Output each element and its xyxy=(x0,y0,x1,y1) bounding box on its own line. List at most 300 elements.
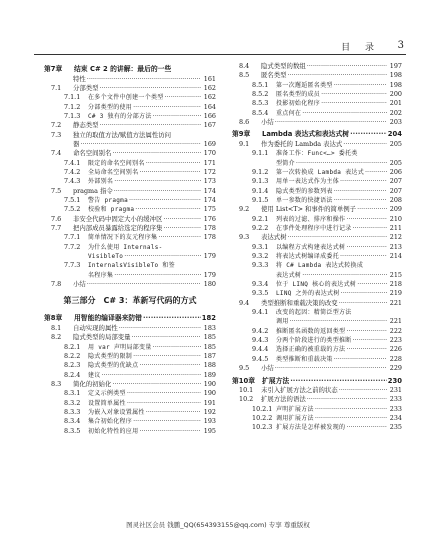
entry-title: 改变的起因：精简泛型方法 xyxy=(276,309,352,317)
toc-entry-sub[interactable] xyxy=(44,233,216,242)
entry-title: 推断匿名函数的返回类型 xyxy=(276,327,346,335)
entry-page-number: 206 xyxy=(389,167,402,176)
entry-page-number: 219 xyxy=(389,289,402,298)
entry-title: 结束 C# 2 的讲解：最后的一些 xyxy=(74,65,172,73)
dot-leader xyxy=(334,355,387,364)
toc-entry-sec[interactable] xyxy=(232,364,402,373)
toc-entry-sub[interactable] xyxy=(232,224,402,233)
toc-entry-sec[interactable] xyxy=(44,215,216,224)
entry-page-number: 164 xyxy=(203,102,216,111)
entry-number: 8.3.4 xyxy=(64,417,81,426)
entry-number: 7.7.2 xyxy=(64,242,81,251)
entry-number: 9.1.1 xyxy=(252,149,269,158)
entry-page-number: 190 xyxy=(203,379,216,388)
entry-number: 9.3.2 xyxy=(252,252,269,261)
entry-number: 8.3 xyxy=(51,379,62,388)
toc-entry-sub[interactable] xyxy=(44,361,216,370)
entry-title: 调用扩展方法 xyxy=(276,415,314,423)
entry-page-number: 215 xyxy=(389,270,402,279)
entry-number: 10.2.2 xyxy=(252,414,273,423)
entry-number: 9.4.1 xyxy=(252,308,269,317)
toc-entry-sub[interactable] xyxy=(232,308,402,317)
entry-number: 9.3.5 xyxy=(252,289,269,298)
toc-entry-sec[interactable] xyxy=(232,386,402,395)
entry-page-number: 179 xyxy=(203,270,216,279)
toc-entry-sec[interactable] xyxy=(44,333,216,342)
entry-page-number: 204 xyxy=(387,130,402,139)
entry-number: 8.4 xyxy=(239,62,250,70)
dot-leader xyxy=(340,252,387,261)
dot-leader xyxy=(87,280,201,289)
entry-number: 7.1 xyxy=(51,83,62,92)
entry-title: 为嵌入对象设置属性 xyxy=(88,409,145,416)
copyright-footer: 图灵社区会员 钱鹏_QQ(654393155@qq.com) 专享 尊重版权 xyxy=(126,521,310,529)
entry-number: 9.1.2 xyxy=(252,167,269,176)
toc-entry-sub[interactable] xyxy=(44,103,216,112)
entry-page-number: 174 xyxy=(203,195,216,204)
entry-number: 第9章 xyxy=(232,130,251,139)
toc-entry-sub[interactable] xyxy=(44,159,216,168)
toc-entry-sub[interactable] xyxy=(44,205,216,214)
dot-leader xyxy=(124,252,201,261)
toc-entry-sec[interactable] xyxy=(44,187,216,196)
dot-leader xyxy=(350,129,387,140)
dot-leader xyxy=(102,371,201,380)
dot-leader xyxy=(127,399,201,408)
toc-entry-sub[interactable] xyxy=(232,261,402,270)
entry-page-number: 229 xyxy=(389,364,402,373)
entry-page-number: 187 xyxy=(203,351,216,360)
toc-entry-sub[interactable] xyxy=(232,149,402,158)
entry-title: 声明扩展方法 xyxy=(276,405,314,413)
toc-entry-cont[interactable] xyxy=(44,140,216,149)
entry-page-number: 162 xyxy=(203,83,216,92)
entry-number: 7.4 xyxy=(51,149,62,158)
toc-entry-sub[interactable] xyxy=(232,355,402,364)
entry-page-number: 201 xyxy=(389,99,402,108)
dot-leader xyxy=(357,205,387,214)
entry-title: 小结 xyxy=(73,280,86,289)
dot-leader xyxy=(302,109,387,118)
entry-page-number: 212 xyxy=(389,233,402,242)
entry-title: 第一次邂逅匿名类型 xyxy=(276,81,333,89)
entry-number: 10.2.1 xyxy=(252,404,273,413)
toc-entry-chapter[interactable] xyxy=(44,64,216,75)
entry-number: 7.8 xyxy=(51,280,62,289)
toc-entry-sec[interactable] xyxy=(44,224,216,233)
dot-leader xyxy=(100,121,201,130)
entry-number: 10.2.3 xyxy=(252,423,273,432)
toc-entry-sub[interactable] xyxy=(232,345,402,354)
entry-number: 7.3 xyxy=(51,130,62,139)
toc-entry-sec[interactable] xyxy=(232,140,402,149)
entry-number: 8.5.1 xyxy=(252,80,269,89)
entry-page-number: 218 xyxy=(389,280,402,289)
dot-leader xyxy=(339,386,387,395)
dot-leader xyxy=(87,75,201,84)
entry-title: Lambda 表达式和表达式树 xyxy=(262,130,350,139)
toc-entry-sub[interactable] xyxy=(44,177,216,186)
entry-title: 用智能的编译器来防错 xyxy=(74,314,142,323)
toc-entry-sec[interactable] xyxy=(232,62,402,71)
toc-entry-sub[interactable] xyxy=(44,399,216,408)
entry-title: 自动实现的属性 xyxy=(73,323,118,332)
toc-entry-sub[interactable] xyxy=(44,343,216,352)
toc-entry-sub[interactable] xyxy=(44,417,216,426)
dot-leader xyxy=(119,324,201,333)
entry-number: 7.7.3 xyxy=(64,261,81,270)
entry-page-number: 190 xyxy=(203,389,216,398)
toc-entry-sub[interactable] xyxy=(232,423,402,432)
entry-title: 未引入扩展方法之前的状态 xyxy=(261,386,338,394)
entry-title: 类型推断和重载决策的改变 xyxy=(261,298,338,307)
entry-title: 器 xyxy=(73,139,80,148)
entry-number: 8.2.2 xyxy=(64,351,81,360)
entry-title: 为什么使用 Internals- xyxy=(88,243,163,251)
entry-page-number: 207 xyxy=(389,177,402,186)
toc-entry-sub[interactable] xyxy=(232,280,402,289)
entry-page-number: 226 xyxy=(389,345,402,354)
dot-leader xyxy=(146,408,201,417)
toc-entry-sub[interactable] xyxy=(232,414,402,423)
entry-number: 9.2 xyxy=(239,205,250,214)
entry-number: 7.5.1 xyxy=(64,195,81,204)
dot-leader xyxy=(135,205,201,214)
entry-page-number: 223 xyxy=(389,336,402,345)
toc-entry-sub[interactable] xyxy=(44,408,216,417)
entry-number: 第7章 xyxy=(44,65,63,73)
dot-leader xyxy=(290,317,387,326)
toc-entry-sub[interactable] xyxy=(44,168,216,177)
entry-page-number: 180 xyxy=(203,280,216,289)
entry-page-number: 176 xyxy=(203,214,216,223)
dot-leader xyxy=(365,168,387,177)
entry-title: 表达式树 xyxy=(276,271,302,279)
entry-title: 设置简单属性 xyxy=(88,399,126,407)
dot-leader xyxy=(334,196,387,205)
toc-entry-subcont[interactable] xyxy=(44,271,216,280)
entry-page-number: 178 xyxy=(203,224,216,232)
dot-leader xyxy=(343,140,387,149)
toc-entry-sub[interactable] xyxy=(232,187,402,196)
dot-leader xyxy=(112,380,201,389)
entry-page-number: 183 xyxy=(203,323,216,332)
dot-leader xyxy=(307,62,387,71)
entry-page-number: 172 xyxy=(203,167,216,176)
entry-title: 类型推断和重载决策 xyxy=(276,355,333,363)
entry-page-number: 166 xyxy=(203,111,216,120)
dot-leader xyxy=(353,224,387,233)
dot-leader xyxy=(339,299,387,308)
toc-entry-sub[interactable] xyxy=(232,177,402,186)
entry-number: 9.1.5 xyxy=(252,195,269,204)
entry-number: 8.3.3 xyxy=(64,408,81,416)
toc-entry-sec[interactable] xyxy=(232,233,402,242)
dot-leader xyxy=(114,271,201,280)
entry-title: 用单一表达式作为主体 xyxy=(276,178,340,186)
entry-number: 8.1 xyxy=(51,323,62,332)
toc-entry-sub[interactable] xyxy=(232,243,402,252)
toc-entry-sec[interactable] xyxy=(44,131,216,140)
entry-number: 10.1 xyxy=(239,386,254,394)
toc-entry-sec[interactable] xyxy=(232,395,402,404)
entry-number: 7.7.1 xyxy=(64,233,81,242)
entry-title: 用 var 声明局部变量 xyxy=(88,343,152,351)
toc-entry-sec[interactable] xyxy=(44,121,216,130)
dot-leader xyxy=(296,159,387,168)
entry-title: 投影初始化程序 xyxy=(276,100,321,108)
entry-title: VisibleTo xyxy=(88,253,124,261)
entry-title: 准备工作：Func<…> 委托类 xyxy=(276,150,358,158)
dot-leader xyxy=(275,118,387,127)
dot-leader xyxy=(346,423,387,432)
dot-leader xyxy=(346,215,387,224)
entry-number: 8.2.4 xyxy=(64,370,81,379)
header-page-number: 3 xyxy=(397,40,404,51)
entry-title: 在事件处理程序中进行记录 xyxy=(276,225,352,232)
dot-leader xyxy=(133,103,201,112)
dot-leader xyxy=(275,364,387,373)
entry-page-number: 210 xyxy=(389,214,402,223)
toc-entry-sec[interactable] xyxy=(44,380,216,389)
toc-entry-sub[interactable] xyxy=(232,99,402,108)
entry-number: 9.4.4 xyxy=(252,345,269,354)
dot-leader xyxy=(302,271,387,280)
toc-entry-sub[interactable] xyxy=(44,427,216,436)
entry-title: LINQ 之外的表达式树 xyxy=(276,290,340,298)
dot-leader xyxy=(163,215,201,224)
toc-entry-sec[interactable] xyxy=(232,71,402,80)
entry-number: 第8章 xyxy=(44,314,63,323)
dot-leader xyxy=(112,149,201,158)
entry-number: 7.7 xyxy=(51,224,62,232)
entry-title: 作为委托的 Lambda 表达式 xyxy=(261,139,343,148)
entry-page-number: 228 xyxy=(389,354,402,363)
part-title: C# 3：革新写代码的方式 xyxy=(103,296,197,306)
dot-leader xyxy=(321,99,387,108)
entry-title: 扩展方法的语法 xyxy=(261,395,306,404)
entry-title: 将 C# Lambda 表达式转换成 xyxy=(276,262,364,270)
entry-number: 9.2.1 xyxy=(252,214,269,223)
entry-number: 7.4.3 xyxy=(64,177,81,186)
entry-page-number: 235 xyxy=(389,423,402,432)
page-header xyxy=(34,40,406,55)
dot-leader xyxy=(139,361,201,370)
entry-page-number: 233 xyxy=(389,395,402,404)
entry-page-number: 198 xyxy=(389,71,402,80)
dot-leader xyxy=(80,140,201,149)
entry-number: 7.6 xyxy=(51,214,62,223)
toc-entry-sub[interactable] xyxy=(232,327,402,336)
toc-entry-cont[interactable] xyxy=(44,75,216,84)
entry-page-number: 161 xyxy=(203,74,216,83)
entry-number: 9.3.1 xyxy=(252,242,269,251)
entry-title: 初始化特性的应用 xyxy=(88,427,139,435)
dot-leader xyxy=(353,336,387,345)
dot-leader xyxy=(334,187,387,196)
dot-leader xyxy=(346,243,387,252)
dot-leader xyxy=(165,93,201,102)
part-heading xyxy=(44,291,216,311)
entry-number: 8.5 xyxy=(239,71,250,80)
entry-title: 把内部成员暴露给选定的程序集 xyxy=(73,224,163,232)
entry-page-number: 171 xyxy=(203,158,216,167)
toc-entry-subcont[interactable] xyxy=(232,271,402,280)
toc-entry-sub[interactable] xyxy=(232,196,402,205)
entry-number: 8.2 xyxy=(51,333,62,342)
entry-page-number: 205 xyxy=(389,139,402,148)
header-title: 目 录 xyxy=(341,43,380,53)
dot-leader xyxy=(288,233,387,242)
entry-number: 7.5 xyxy=(51,186,62,195)
entry-title: 定义示例类型 xyxy=(88,390,126,398)
toc-entry-subcont[interactable] xyxy=(232,159,402,168)
entry-number: 9.3.3 xyxy=(252,261,269,270)
entry-page-number: 192 xyxy=(203,408,216,416)
toc-entry-sub[interactable] xyxy=(44,352,216,361)
entry-number: 7.4.2 xyxy=(64,167,81,176)
entry-title: 小结 xyxy=(261,364,274,373)
entry-number: 9.2.2 xyxy=(252,224,269,232)
entry-title: 隐式类型的限制 xyxy=(88,352,133,360)
toc-entry-sub[interactable] xyxy=(232,252,402,261)
toc-entry-sub[interactable] xyxy=(44,196,216,205)
dot-leader xyxy=(341,289,387,298)
toc-entry-sec[interactable] xyxy=(44,280,216,289)
toc-entry-sec[interactable] xyxy=(44,324,216,333)
entry-page-number: 202 xyxy=(389,108,402,117)
entry-page-number: 211 xyxy=(389,224,402,232)
entry-page-number: 205 xyxy=(389,158,402,167)
entry-page-number: 185 xyxy=(203,342,216,351)
entry-title: 静态类型 xyxy=(73,121,99,130)
entry-title: 外部别名 xyxy=(88,178,114,186)
dot-leader xyxy=(290,376,387,387)
entry-title: InternalsVisibleTo 和签 xyxy=(88,262,175,270)
toc-entry-sec[interactable] xyxy=(232,118,402,127)
entry-title: 位于 LINQ 核心的表达式树 xyxy=(276,281,357,289)
entry-number: 7.2 xyxy=(51,121,62,130)
entry-title: 第一次转换成 Lambda 表达式 xyxy=(276,168,364,176)
entry-title: 全局命名空间别名 xyxy=(88,168,139,176)
entry-title: 选择正确的被重载的方法 xyxy=(276,346,346,354)
entry-page-number: 197 xyxy=(389,62,402,70)
toc-entry-sub[interactable] xyxy=(44,112,216,121)
toc-entry-sub[interactable] xyxy=(44,93,216,102)
dot-leader xyxy=(114,187,201,196)
entry-page-number: 209 xyxy=(389,205,402,214)
entry-page-number: 191 xyxy=(203,398,216,407)
entry-page-number: 179 xyxy=(203,252,216,261)
entry-page-number: 198 xyxy=(389,80,402,89)
entry-page-number: 213 xyxy=(389,242,402,251)
toc-entry-sub[interactable] xyxy=(44,389,216,398)
toc-entry-sub[interactable] xyxy=(232,336,402,345)
entry-page-number: 207 xyxy=(389,186,402,195)
entry-page-number: 233 xyxy=(389,404,402,413)
entry-title: 隐式类型的优缺点 xyxy=(88,362,139,370)
entry-title: 警告 pragma xyxy=(88,196,128,204)
toc-entry-sub[interactable] xyxy=(232,405,402,414)
toc-entry-sub[interactable] xyxy=(232,109,402,118)
entry-number: 7.5.2 xyxy=(64,205,81,214)
entry-title: 独立的取值方法/赋值方法属性访问 xyxy=(73,130,172,139)
dot-leader xyxy=(146,159,201,168)
toc-entry-sub[interactable] xyxy=(44,261,216,270)
toc-entry-sub[interactable] xyxy=(44,371,216,380)
entry-title: 单一参数的快捷语法 xyxy=(276,196,333,204)
toc-right-column xyxy=(232,62,402,433)
entry-title: 匿名类型的成员 xyxy=(276,91,321,99)
toc-entry-subcont[interactable] xyxy=(44,252,216,261)
entry-title: 限定的命名空间别名 xyxy=(88,159,145,167)
entry-title: 建议 xyxy=(88,371,101,379)
entry-title: 列表的过滤、排序和操作 xyxy=(276,215,346,223)
entry-title: 匿名类型 xyxy=(261,71,287,80)
entry-page-number: 162 xyxy=(203,93,216,102)
entry-number: 8.2.3 xyxy=(64,361,81,370)
entry-page-number: 230 xyxy=(387,376,402,385)
toc-entry-sub[interactable] xyxy=(232,215,402,224)
entry-number: 8.2.1 xyxy=(64,342,81,351)
toc-entry-sub[interactable] xyxy=(232,289,402,298)
dot-leader xyxy=(129,196,201,205)
entry-title: 小结 xyxy=(261,118,274,127)
toc-entry-chapter[interactable] xyxy=(232,376,402,387)
dot-leader xyxy=(132,333,201,342)
toc-entry-chapter[interactable] xyxy=(44,313,216,324)
dot-leader xyxy=(357,280,387,289)
toc-entry-sec[interactable] xyxy=(44,84,216,93)
entry-page-number: 222 xyxy=(389,326,402,335)
dot-leader xyxy=(346,345,387,354)
toc-entry-sub[interactable] xyxy=(232,90,402,99)
entry-number: 9.3 xyxy=(239,233,250,242)
toc-entry-sec[interactable] xyxy=(232,205,402,214)
entry-page-number: 189 xyxy=(203,370,216,379)
toc-entry-sec[interactable] xyxy=(44,149,216,158)
entry-page-number: 178 xyxy=(203,233,216,242)
dot-leader xyxy=(340,177,387,186)
entry-number: 8.5.2 xyxy=(252,90,269,99)
entry-page-number: 185 xyxy=(203,333,216,342)
entry-number: 9.4 xyxy=(239,298,250,307)
entry-title: 非安全代码中固定大小的缓冲区 xyxy=(73,214,163,223)
entry-title: 调用 xyxy=(276,318,289,326)
toc-entry-chapter[interactable] xyxy=(232,129,402,140)
dot-leader xyxy=(307,395,387,404)
toc-entry-sub[interactable] xyxy=(232,168,402,177)
toc-entry-subcont[interactable] xyxy=(232,317,402,326)
entry-number: 9.4.3 xyxy=(252,336,269,345)
entry-title: 以编程方式构建表达式树 xyxy=(276,243,346,251)
entry-title: 型简介 xyxy=(276,159,295,167)
entry-number: 9.1 xyxy=(239,139,250,148)
dot-leader xyxy=(158,233,201,242)
entry-page-number: 174 xyxy=(203,186,216,195)
entry-page-number: 182 xyxy=(201,314,216,323)
entry-title: 扩展方法是怎样被发现的 xyxy=(276,424,346,432)
toc-entry-sec[interactable] xyxy=(232,299,402,308)
toc-entry-sub[interactable] xyxy=(232,81,402,90)
entry-title: 使用 List<T> 和事件的简单例子 xyxy=(261,205,357,214)
entry-number: 8.5.4 xyxy=(252,108,269,117)
entry-page-number: 203 xyxy=(389,118,402,127)
toc-entry-sub[interactable] xyxy=(44,243,216,252)
entry-title: 特性 xyxy=(73,74,86,83)
entry-number: 8.3.1 xyxy=(64,389,81,398)
dot-leader xyxy=(163,224,201,233)
